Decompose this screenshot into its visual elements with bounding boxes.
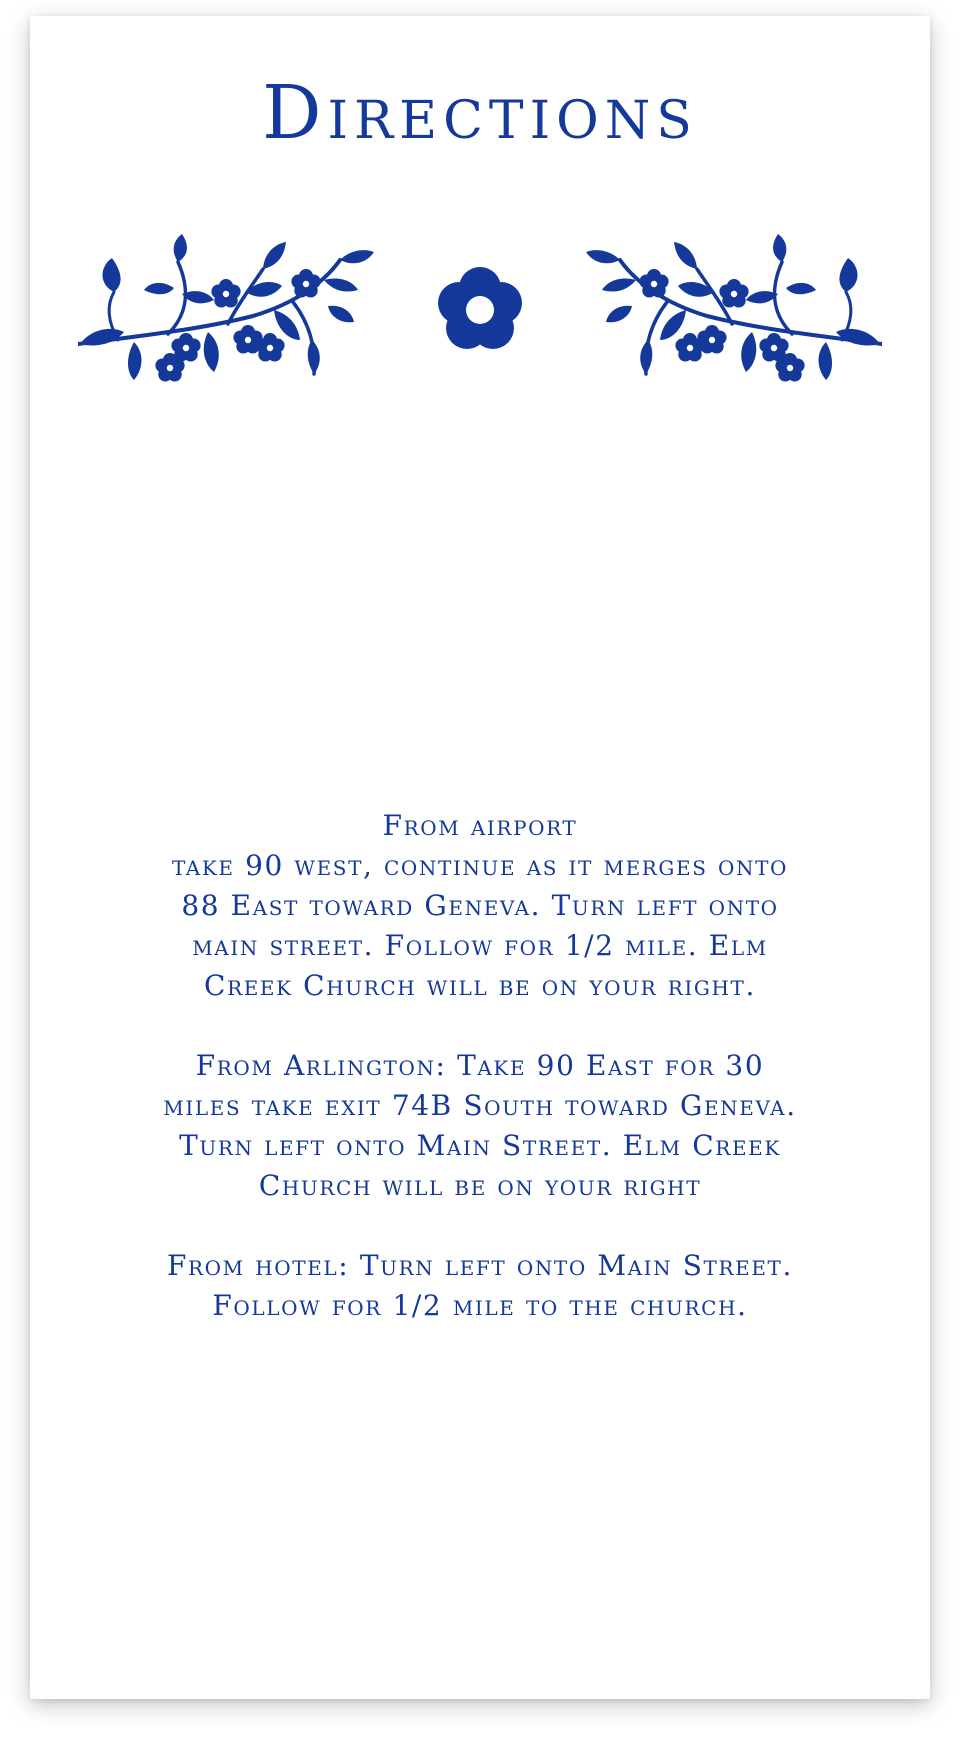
direction-line: main street. Follow for 1/2 mile. Elm xyxy=(192,929,768,962)
center-flower-icon xyxy=(438,267,522,349)
direction-line: 88 East toward Geneva. Turn left onto xyxy=(181,889,779,922)
directions-from-airport xyxy=(120,806,840,1006)
right-branch-icon xyxy=(586,234,882,382)
directions-from-hotel xyxy=(120,1246,840,1326)
page-title: Directions xyxy=(262,70,698,156)
direction-line: take 90 west, continue as it merges onto xyxy=(171,849,789,882)
directions-from-arlington xyxy=(120,1046,840,1206)
directions-card xyxy=(30,16,930,1699)
direction-line: Church will be on your right xyxy=(258,1169,702,1202)
direction-line: Creek Church will be on your right. xyxy=(204,969,756,1002)
direction-line: Turn left onto Main Street. Elm Creek xyxy=(179,1129,781,1162)
direction-line: From hotel: Turn left onto Main Street. xyxy=(166,1249,793,1282)
direction-line: From airport xyxy=(382,809,578,842)
direction-line: miles take exit 74B South toward Geneva. xyxy=(163,1089,797,1122)
direction-line: Follow for 1/2 mile to the church. xyxy=(212,1289,748,1322)
direction-line: From Arlington: Take 90 East for 30 xyxy=(195,1049,765,1082)
floral-ornament xyxy=(78,230,882,390)
left-branch-icon xyxy=(78,234,374,382)
directions-text xyxy=(120,806,840,1326)
